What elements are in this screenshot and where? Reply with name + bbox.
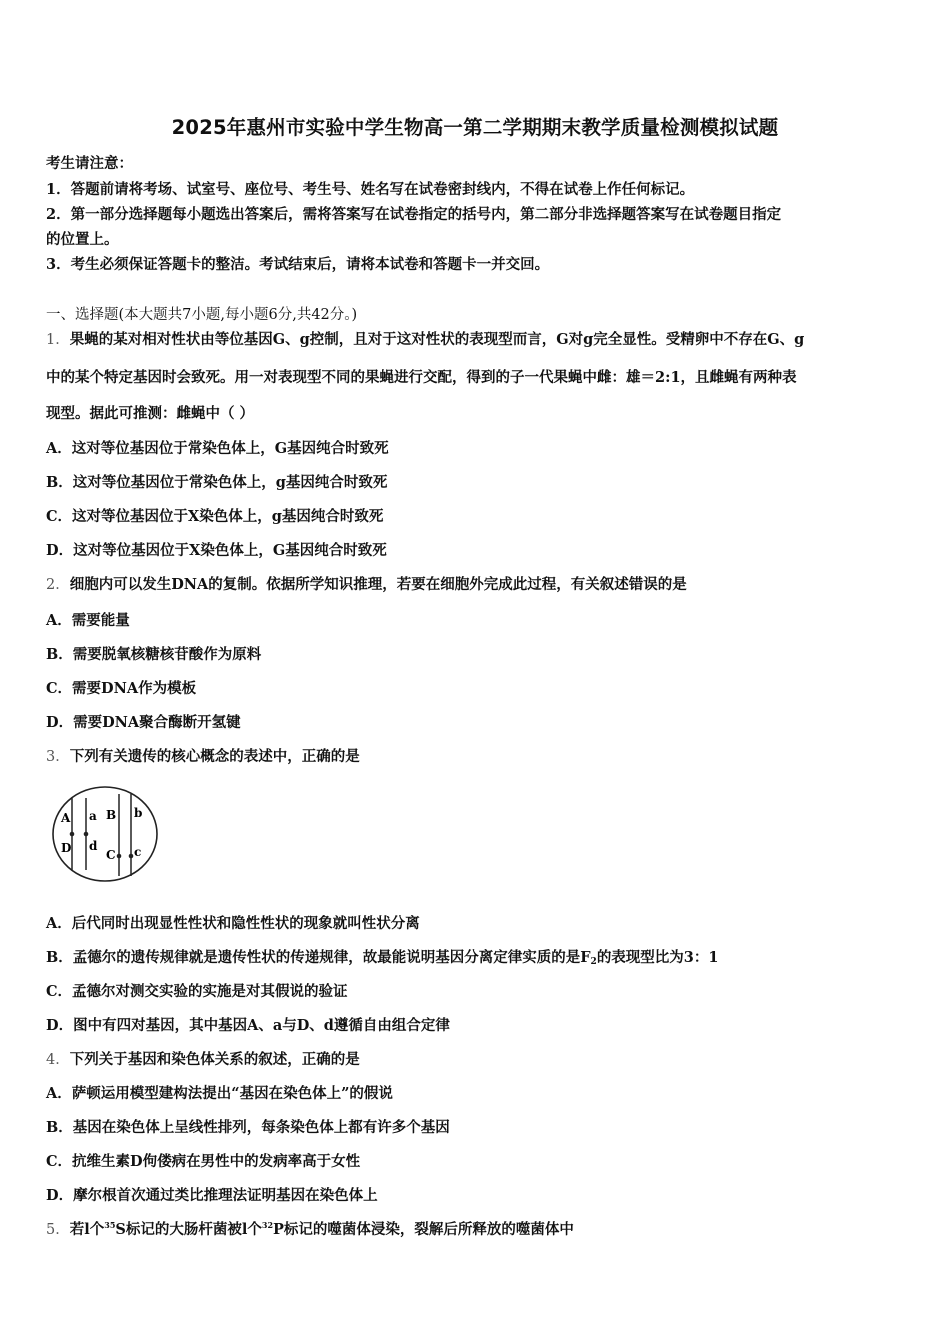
question-1-option-b: B．这对等位基因位于常染色体上，g基因纯合时致死: [46, 474, 388, 491]
gene-label: C: [106, 848, 116, 862]
question-stem: 下列有关遗传的核心概念的表述中，正确的是: [69, 748, 360, 765]
question-2-option-d: D．需要DNA聚合酶断开氢键: [46, 714, 241, 731]
gene-label: d: [89, 839, 98, 853]
centromere: [117, 854, 122, 859]
gene-label: A: [61, 811, 71, 825]
notice-heading: 考生请注意：: [46, 155, 133, 172]
question-2-option-b: B．需要脱氧核糖核苷酸作为原料: [46, 646, 262, 663]
question-4-option-b: B．基因在染色体上呈线性排列，每条染色体上都有许多个基因: [46, 1119, 450, 1136]
question-stem: 下列关于基因和染色体关系的叙述，正确的是: [69, 1051, 360, 1068]
question-5: [46, 1218, 574, 1239]
question-3: [46, 745, 360, 766]
centromere: [84, 832, 89, 837]
question-2-option-a: A．需要能量: [46, 612, 130, 629]
question-number: 1．: [46, 332, 70, 348]
notice-item-2: 2．第一部分选择题每小题选出答案后，需将答案写在试卷指定的括号内，第二部分非选择题答案写在试卷题目指定: [46, 206, 782, 223]
question-2: [46, 573, 687, 594]
page-title: 2025年惠州市实验中学生物高一第二学期期末教学质量检测模拟试题: [171, 116, 779, 139]
superscript: 35: [104, 1220, 116, 1230]
question-2-option-c: C．需要DNA作为模板: [46, 680, 197, 697]
question-number: 5．: [46, 1222, 70, 1238]
question-stem-line: 果蝇的某对相对性状由等位基因G、g控制，且对于这对性状的表现型而言，G对g完全显性。受精卵中不存在G、g: [69, 331, 805, 348]
question-number: 4．: [46, 1052, 70, 1068]
subscript: 2: [590, 957, 597, 967]
question-3-option-a: A．后代同时出现显性性状和隐性性状的现象就叫性状分离: [46, 915, 420, 932]
option-text: B．孟德尔的遗传规律就是遗传性状的传递规律，故最能说明基因分离定律实质的是F: [46, 949, 591, 966]
gene-label: b: [134, 806, 143, 820]
notice-item-3: 3．考生必须保证答题卡的整洁。考试结束后，请将本试卷和答题卡一并交回。: [46, 256, 550, 273]
notice-item-1: 1．答题前请将考场、试室号、座位号、考生号、姓名写在试卷密封线内，不得在试卷上作任何标记。: [46, 181, 695, 198]
centromere: [129, 854, 134, 859]
question-number: 2．: [46, 577, 70, 593]
section-heading: 一、选择题(本大题共7小题,每小题6分,共42分。): [46, 307, 358, 323]
gene-label: a: [89, 809, 97, 823]
question-stem: 若l个: [69, 1221, 105, 1238]
question-1-line-3: 现型。据此可推测：雌蝇中（ ）: [46, 405, 255, 422]
gene-label: B: [106, 808, 117, 822]
cell-chromosome-figure: [50, 784, 160, 884]
question-3-option-c: C．孟德尔对测交实验的实施是对其假说的验证: [46, 983, 348, 1000]
question-3-option-d: D．图中有四对基因，其中基因A、a与D、d遵循自由组合定律: [46, 1017, 450, 1034]
question-4-option-c: C．抗维生素D佝偻病在男性中的发病率高于女性: [46, 1153, 361, 1170]
question-stem: 细胞内可以发生DNA的复制。依据所学知识推理，若要在细胞外完成此过程，有关叙述错误的是: [69, 576, 687, 593]
question-1-option-d: D．这对等位基因位于X染色体上，G基因纯合时致死: [46, 542, 387, 559]
cell-outline: [53, 787, 157, 881]
question-stem: S标记的大肠杆菌被l个: [115, 1221, 262, 1238]
question-4-option-d: D．摩尔根首次通过类比推理法证明基因在染色体上: [46, 1187, 378, 1204]
gene-label: D: [61, 841, 72, 855]
option-text: 的表现型比为3：1: [596, 949, 719, 966]
question-3-option-b: [46, 946, 719, 967]
question-1-option-c: C．这对等位基因位于X染色体上，g基因纯合时致死: [46, 508, 384, 525]
centromere: [70, 832, 75, 837]
question-1-option-a: A．这对等位基因位于常染色体上，G基因纯合时致死: [46, 440, 389, 457]
question-1-line-2: 中的某个特定基因时会致死。用一对表现型不同的果蝇进行交配，得到的子一代果蝇中雌：雄＝2:1，且雌蝇有两种表: [46, 369, 797, 386]
question-4: [46, 1048, 360, 1069]
question-1: [46, 328, 804, 349]
question-number: 3．: [46, 749, 70, 765]
question-4-option-a: A．萨顿运用模型建构法提出“基因在染色体上”的假说: [46, 1085, 393, 1102]
notice-item-2-cont: 的位置上。: [46, 231, 119, 248]
gene-label: c: [134, 845, 142, 859]
question-stem: P标记的噬菌体浸染，裂解后所释放的噬菌体中: [273, 1221, 574, 1238]
superscript: 32: [261, 1220, 274, 1230]
